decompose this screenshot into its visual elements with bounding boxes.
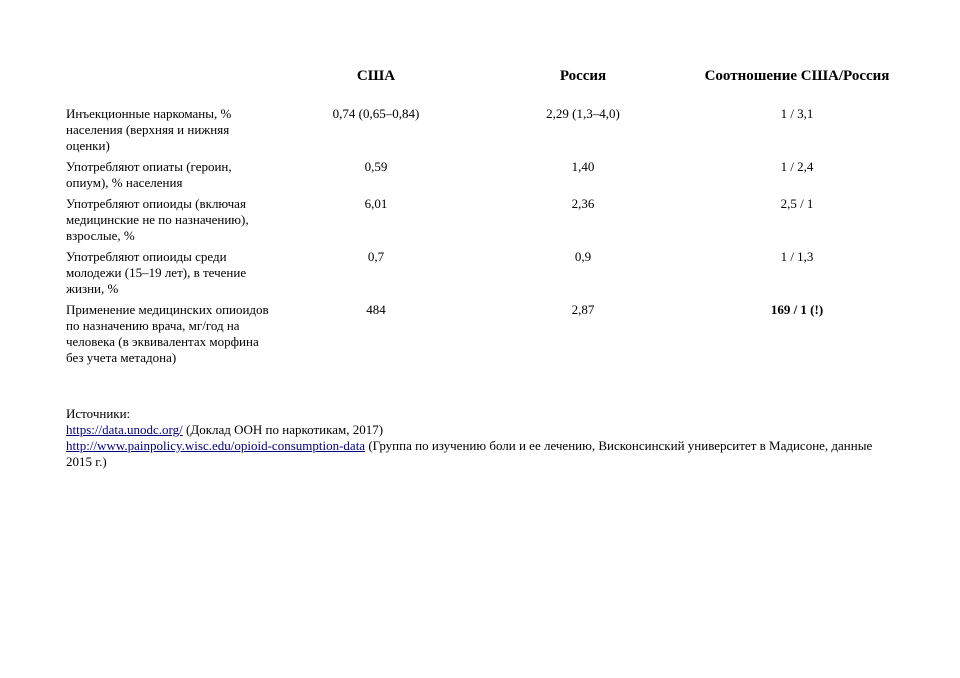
russia-value: 0,9 <box>574 249 592 264</box>
ratio-value: 2,5 / 1 <box>780 196 814 211</box>
sources-block <box>66 406 896 470</box>
table-row <box>66 302 906 371</box>
ratio-value-highlight: 169 / 1 (!) <box>770 302 824 317</box>
table-row <box>66 159 906 196</box>
row-label: Употребляют опиоиды (включая медицинские не по назначению), взрослые, % <box>66 196 249 243</box>
usa-value: 0,74 (0,65–0,84) <box>332 106 420 121</box>
ratio-value: 1 / 3,1 <box>780 106 814 121</box>
ratio-value: 1 / 1,3 <box>780 249 814 264</box>
source-item <box>66 438 896 470</box>
russia-value: 1,40 <box>571 159 595 174</box>
header-empty <box>66 66 274 106</box>
russia-value: 2,87 <box>571 302 595 317</box>
opioid-comparison-table <box>66 66 906 371</box>
source-item <box>66 422 896 438</box>
source-link-unodc[interactable]: https://data.unodc.org/ <box>66 422 183 437</box>
source-description: (Группа по изучению боли и ее лечению, Висконсинский университет в Мадисоне, данные 2015 г.) <box>66 438 873 469</box>
row-label: Применение медицинских опиоидов по назначению врача, мг/год на человека (в эквивалентах морфина без учета метадона) <box>66 302 269 365</box>
ratio-value: 1 / 2,4 <box>780 159 814 174</box>
row-label: Употребляют опиоиды среди молодежи (15–19 лет), в течение жизни, % <box>66 249 247 296</box>
usa-value: 484 <box>366 302 386 317</box>
header-ratio: Соотношение США/Россия <box>704 68 890 84</box>
header-usa: США <box>356 68 396 84</box>
table-row <box>66 249 906 302</box>
usa-value: 6,01 <box>364 196 388 211</box>
usa-value: 0,7 <box>367 249 385 264</box>
russia-value: 2,36 <box>571 196 595 211</box>
russia-value: 2,29 (1,3–4,0) <box>546 106 620 121</box>
row-label: Употребляют опиаты (героин, опиум), % населения <box>66 159 232 190</box>
header-russia: Россия <box>559 68 607 84</box>
sources-heading: Источники: <box>66 406 131 421</box>
source-link-painpolicy[interactable]: http://www.painpolicy.wisc.edu/opioid-consumption-data <box>66 438 366 453</box>
table-row <box>66 106 906 159</box>
table-row <box>66 196 906 249</box>
table-header-row <box>66 66 906 106</box>
row-label: Инъекционные наркоманы, % населения (верхняя и нижняя оценки) <box>66 106 232 153</box>
source-description: (Доклад ООН по наркотикам, 2017) <box>182 422 384 437</box>
usa-value: 0,59 <box>364 159 388 174</box>
